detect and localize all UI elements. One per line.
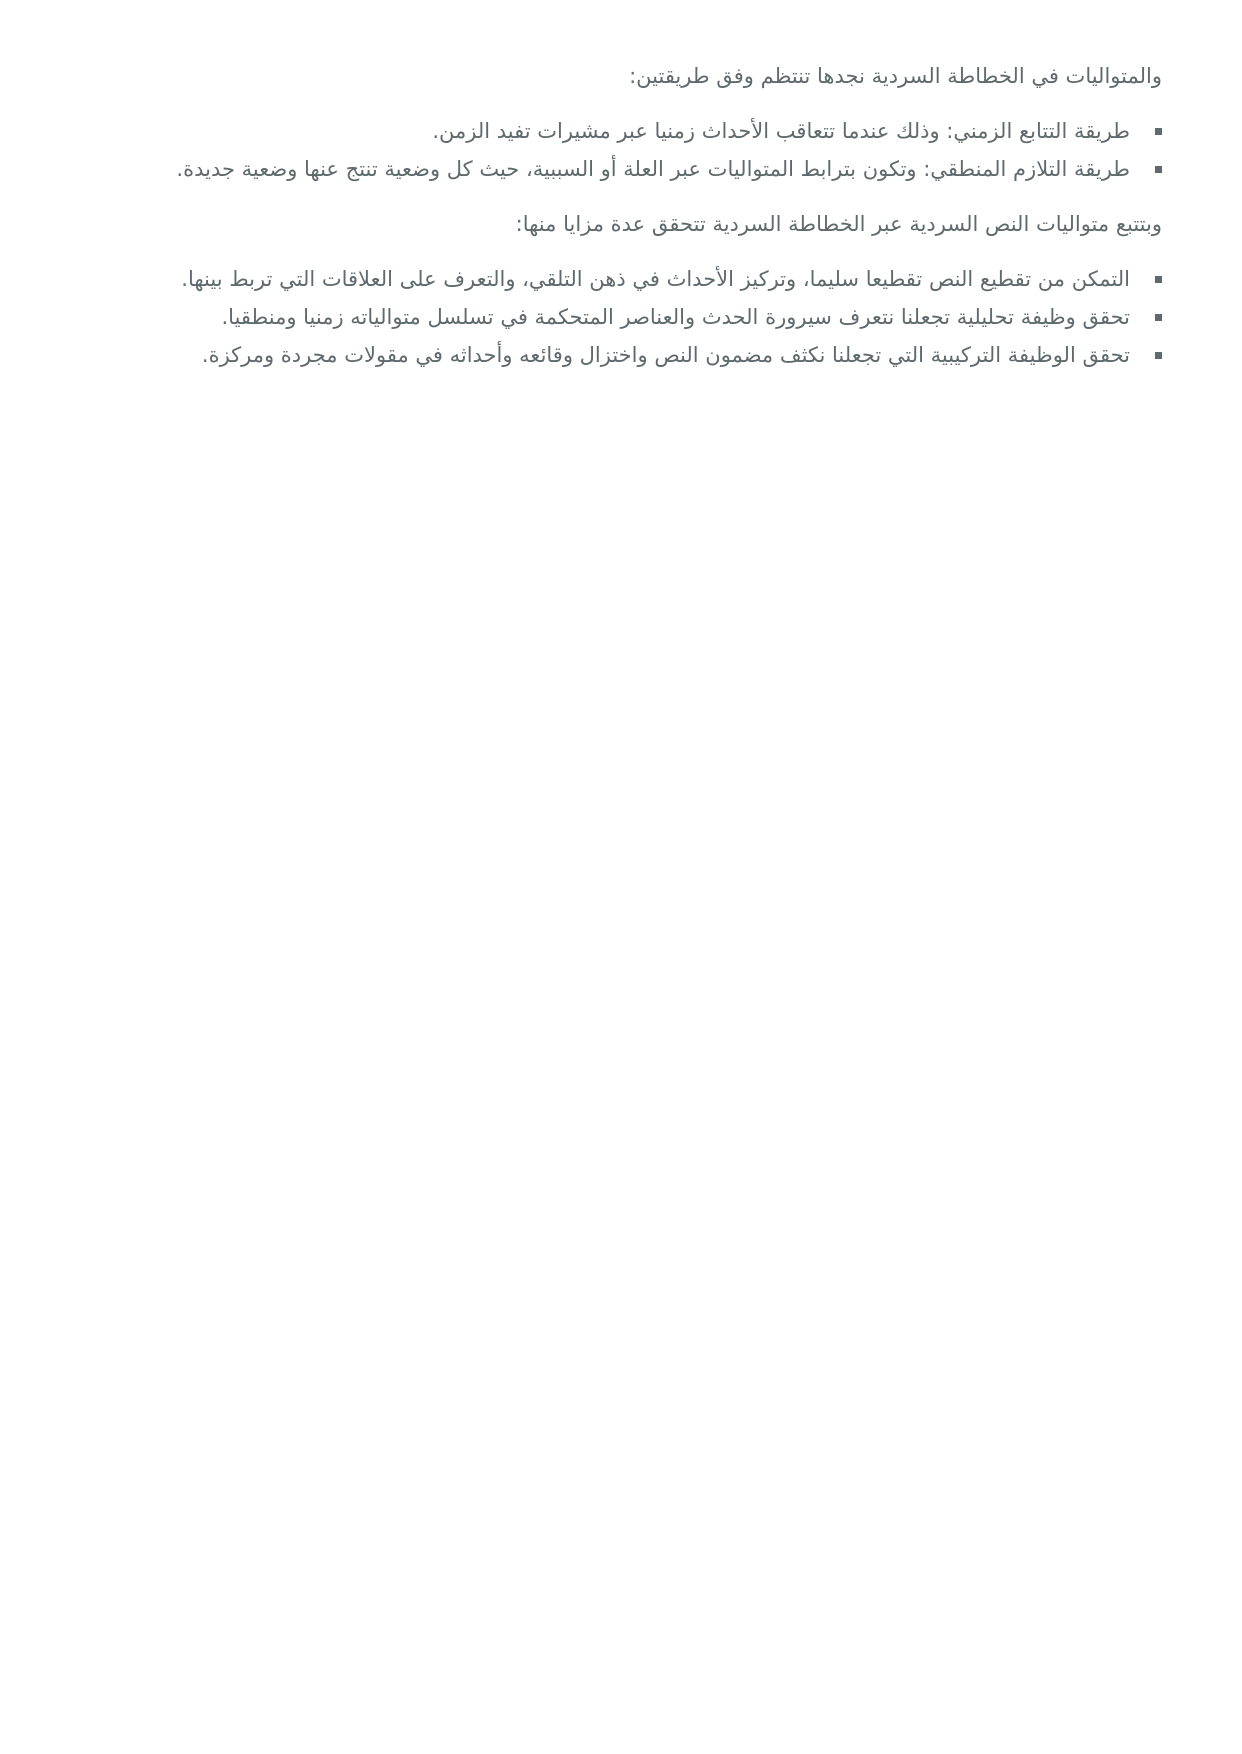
methods-list [162, 112, 1162, 188]
square-bullet-icon [1155, 276, 1162, 283]
document-content [162, 58, 1162, 392]
list-item [162, 150, 1162, 188]
list-item-text: تحقق وظيفة تحليلية تجعلنا نتعرف سيرورة الحدث والعناصر المتحكمة في تسلسل متوالياته زمنيا ومنطقيا. [221, 305, 1130, 329]
second-paragraph: وبتتبع متواليات النص السردية عبر الخطاطة السردية تتحقق عدة مزايا منها: [515, 212, 1162, 236]
intro-paragraph: والمتواليات في الخطاطة السردية نجدها تنتظم وفق طريقتين: [629, 64, 1162, 88]
list-item-text: التمكن من تقطيع النص تقطيعا سليما، وتركيز الأحداث في ذهن التلقي، والتعرف على العلاقات التي تربط بينها. [181, 267, 1130, 291]
square-bullet-icon [1155, 352, 1162, 359]
list-item [162, 260, 1162, 298]
list-item [162, 298, 1162, 336]
list-item-text: تحقق الوظيفة التركيبية التي تجعلنا نكثف مضمون النص واختزال وقائعه وأحداثه في مقولات مجردة ومركزة. [201, 343, 1130, 367]
square-bullet-icon [1155, 166, 1162, 173]
square-bullet-icon [1155, 314, 1162, 321]
list-item [162, 336, 1162, 374]
list-item-text: طريقة التلازم المنطقي: وتكون بترابط المتواليات عبر العلة أو السببية، حيث كل وضعية تنتج عنها وضعية جديدة. [176, 157, 1130, 181]
square-bullet-icon [1155, 128, 1162, 135]
list-item [162, 112, 1162, 150]
advantages-list [162, 260, 1162, 374]
list-item-text: طريقة التتابع الزمني: وذلك عندما تتعاقب الأحداث زمنيا عبر مشيرات تفيد الزمن. [432, 119, 1130, 143]
